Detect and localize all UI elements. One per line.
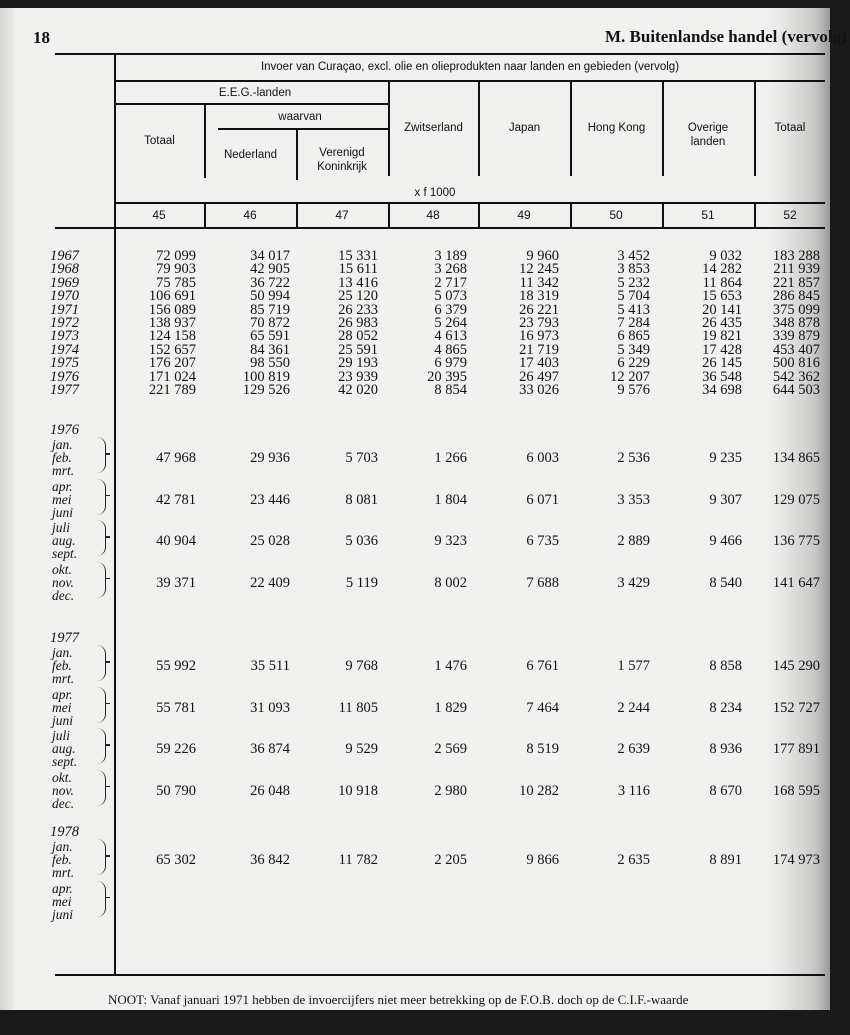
cell-value: 177 891 [772, 741, 820, 757]
cell-value: 8 858 [709, 658, 742, 674]
cell-value: 20 395 [427, 368, 467, 385]
cell-value: 145 290 [772, 658, 820, 674]
cell-value: 85 719 [250, 301, 290, 318]
cell-value: 25 028 [250, 533, 290, 549]
column-number: 52 [783, 208, 797, 222]
cell-value: 8 081 [345, 491, 378, 508]
cell-value: 55 992 [156, 658, 196, 674]
cell-value: 5 349 [617, 341, 650, 358]
cell-value: 5 704 [617, 288, 650, 305]
cell-value: 5 119 [345, 574, 378, 591]
cell-value: 23 446 [250, 491, 290, 508]
month-label: jan. [52, 437, 73, 452]
cell-value: 65 591 [250, 328, 290, 345]
page-number: 18 [33, 28, 50, 47]
cell-value: 65 302 [156, 852, 196, 868]
col-divider [204, 103, 206, 178]
year-label: 1975 [50, 355, 79, 372]
cell-value: 3 853 [617, 261, 650, 278]
cell-value: 129 526 [242, 382, 290, 398]
cell-value: 7 284 [617, 315, 650, 331]
block-year-label: 1976 [50, 422, 79, 438]
cell-value: 5 264 [434, 315, 467, 331]
cell-value: 134 865 [772, 450, 820, 466]
cell-value: 6 071 [526, 491, 559, 508]
cell-value: 2 635 [617, 852, 650, 868]
cell-value: 25 591 [338, 341, 378, 358]
month-label: dec. [52, 587, 75, 603]
cell-value: 55 781 [156, 699, 196, 716]
month-label: nov. [52, 574, 74, 590]
block-year-label: 1977 [50, 630, 79, 646]
cell-value: 17 428 [702, 341, 742, 358]
cell-value: 3 452 [617, 248, 650, 264]
cell-value: 171 024 [148, 368, 196, 385]
colnum-divider [478, 202, 480, 227]
cell-value: 20 141 [702, 301, 742, 318]
cell-value: 8 936 [709, 741, 742, 757]
cell-value: 1 266 [434, 450, 467, 466]
month-label: mei [52, 491, 72, 507]
eeg-underline [115, 103, 388, 105]
year-label: 1974 [50, 341, 79, 358]
colnum-divider [754, 202, 756, 227]
month-label: sept. [52, 754, 78, 769]
cell-value: 9 960 [526, 248, 559, 264]
quarter-brace [97, 479, 106, 515]
cell-value: 152 657 [148, 341, 196, 358]
cell-value: 50 790 [156, 782, 196, 799]
cell-value: 50 994 [250, 288, 290, 305]
quarter-brace [97, 770, 106, 806]
cell-value: 2 536 [617, 450, 650, 466]
table-top-rule [55, 53, 825, 55]
cell-value: 2 639 [617, 741, 650, 757]
cell-value: 6 003 [526, 450, 559, 466]
year-label: 1968 [50, 261, 79, 278]
cell-value: 29 193 [338, 355, 378, 372]
colnum-divider [662, 202, 664, 227]
month-label: juli [52, 520, 71, 535]
month-label: aug. [52, 741, 76, 756]
month-label: nov. [52, 782, 74, 798]
column-number: 49 [517, 208, 531, 222]
block-year-label: 1978 [50, 824, 79, 840]
column-number: 45 [152, 208, 166, 222]
cell-value: 644 503 [772, 382, 820, 398]
cell-value: 59 226 [156, 741, 196, 757]
month-label: jan. [52, 839, 73, 854]
cell-value: 26 145 [702, 355, 742, 372]
year-label: 1972 [50, 315, 79, 331]
cell-value: 348 878 [772, 315, 820, 331]
cell-value: 36 842 [250, 852, 290, 868]
month-label: juni [52, 504, 74, 520]
colnum-divider [204, 202, 206, 227]
cell-value: 2 717 [434, 274, 467, 291]
cell-value: 8 854 [434, 382, 467, 398]
year-label: 1970 [50, 288, 79, 305]
cell-value: 2 205 [434, 852, 467, 868]
cell-value: 8 234 [709, 699, 742, 716]
cell-value: 26 048 [250, 782, 290, 799]
cell-value: 12 207 [610, 368, 650, 385]
cell-value: 542 362 [772, 368, 820, 385]
month-label: jan. [52, 645, 73, 660]
quarter-brace [97, 562, 106, 598]
cell-value: 8 002 [434, 574, 467, 591]
month-label: mei [52, 893, 72, 909]
running-head: M. Buitenlandse handel (vervolg) [605, 27, 847, 46]
cell-value: 8 670 [709, 782, 742, 799]
cell-value: 36 874 [250, 741, 290, 757]
cell-value: 3 429 [617, 574, 650, 591]
cell-value: 9 235 [709, 450, 742, 466]
cell-value: 141 647 [772, 574, 820, 591]
cell-value: 286 845 [772, 288, 820, 305]
cell-value: 453 407 [772, 341, 820, 358]
cell-value: 42 781 [156, 491, 196, 508]
cell-value: 6 979 [434, 355, 467, 372]
colnum-divider [570, 202, 572, 227]
cell-value: 6 761 [526, 658, 559, 674]
cell-value: 11 782 [338, 852, 378, 868]
cell-value: 70 872 [250, 315, 290, 331]
month-label: juli [52, 728, 71, 743]
header-nederland: Nederland [223, 149, 278, 161]
cell-value: 6 379 [434, 301, 467, 318]
cell-value: 26 233 [338, 301, 378, 318]
cell-value: 11 805 [338, 699, 378, 716]
cell-value: 8 891 [709, 852, 742, 868]
cell-value: 15 331 [338, 248, 378, 264]
cell-value: 8 540 [709, 574, 742, 591]
column-number: 47 [335, 208, 349, 222]
cell-value: 100 819 [242, 368, 290, 385]
month-label: mei [52, 699, 72, 715]
cell-value: 5 232 [617, 274, 650, 291]
cell-value: 339 879 [772, 328, 820, 345]
cell-value: 156 089 [148, 301, 196, 318]
cell-value: 9 032 [709, 248, 742, 264]
year-label: 1976 [50, 368, 79, 385]
cell-value: 375 099 [772, 301, 820, 318]
cell-value: 17 403 [519, 355, 559, 372]
header-bottom-rule [55, 227, 825, 229]
colnum-divider [296, 202, 298, 227]
cell-value: 5 413 [617, 301, 650, 318]
cell-value: 26 983 [338, 315, 378, 331]
year-label: 1971 [50, 301, 79, 318]
cell-value: 34 017 [250, 248, 290, 264]
cell-value: 47 968 [156, 450, 196, 466]
month-label: juni [52, 712, 74, 728]
unit-label: x f 1000 [414, 187, 456, 199]
cell-value: 2 569 [434, 741, 467, 757]
cell-value: 183 288 [772, 248, 820, 264]
month-label: feb. [52, 852, 72, 867]
month-label: feb. [52, 450, 72, 465]
cell-value: 3 268 [434, 261, 467, 278]
cell-value: 129 075 [772, 491, 820, 508]
waarvan-underline [218, 128, 388, 130]
header-verenigd-koninkrijk: Verenigd Koninkrijk [317, 147, 367, 173]
cell-value: 1 577 [617, 658, 650, 674]
cell-value: 9 866 [526, 852, 559, 868]
title-underline [115, 80, 825, 82]
cell-value: 15 611 [338, 261, 378, 278]
colnum-divider [388, 202, 390, 227]
cell-value: 40 904 [156, 533, 196, 549]
cell-value: 26 221 [519, 301, 559, 318]
month-label: dec. [52, 795, 75, 811]
cell-value: 42 905 [250, 261, 290, 278]
cell-value: 72 099 [156, 248, 196, 264]
quarter-brace [97, 881, 106, 917]
month-label: mrt. [52, 671, 75, 686]
cell-value: 9 529 [345, 741, 378, 757]
cell-value: 28 052 [338, 328, 378, 345]
cell-value: 31 093 [250, 699, 290, 716]
cell-value: 18 319 [519, 288, 559, 305]
cell-value: 174 973 [772, 852, 820, 868]
cell-value: 26 435 [702, 315, 742, 331]
cell-value: 23 793 [519, 315, 559, 331]
cell-value: 21 719 [519, 341, 559, 358]
cell-value: 136 775 [772, 533, 820, 549]
cell-value: 23 939 [338, 368, 378, 385]
cell-value: 7 688 [526, 574, 559, 591]
cell-value: 14 282 [702, 261, 742, 278]
cell-value: 3 116 [617, 782, 650, 799]
cell-value: 4 613 [434, 328, 467, 345]
month-label: sept. [52, 546, 78, 561]
header-japan: Japan [508, 122, 541, 134]
month-label: mrt. [52, 463, 75, 478]
cell-value: 10 918 [338, 782, 378, 799]
cell-value: 5 073 [434, 288, 467, 305]
month-label: feb. [52, 658, 72, 673]
stub-divider [114, 53, 116, 974]
cell-value: 19 821 [702, 328, 742, 345]
cell-value: 10 282 [519, 782, 559, 799]
cell-value: 2 980 [434, 782, 467, 799]
colnum-top-rule [115, 202, 825, 204]
cell-value: 9 576 [617, 382, 650, 398]
cell-value: 6 229 [617, 355, 650, 372]
cell-value: 9 466 [709, 533, 742, 549]
table-title: Invoer van Curaçao, excl. olie en olieprodukten naar landen en gebieden (vervolg) [260, 61, 680, 73]
quarter-brace [97, 687, 106, 723]
year-label: 1977 [50, 382, 79, 398]
header-zwitserland: Zwitserland [404, 122, 463, 134]
cell-value: 4 865 [434, 341, 467, 358]
header-totaal-eeg: Totaal [144, 135, 175, 147]
cell-value: 176 207 [148, 355, 196, 372]
cell-value: 1 829 [434, 699, 467, 716]
cell-value: 2 244 [617, 699, 650, 716]
cell-value: 9 768 [345, 658, 378, 674]
cell-value: 33 026 [519, 382, 559, 398]
cell-value: 1 476 [434, 658, 467, 674]
cell-value: 11 864 [702, 274, 742, 291]
year-label: 1973 [50, 328, 79, 345]
cell-value: 6 865 [617, 328, 650, 345]
cell-value: 25 120 [338, 288, 378, 305]
col-divider [662, 80, 664, 176]
cell-value: 16 973 [519, 328, 559, 345]
page-edge [0, 8, 14, 1010]
table-bottom-rule [55, 974, 825, 976]
cell-value: 500 816 [772, 355, 820, 372]
year-label: 1969 [50, 274, 79, 291]
cell-value: 8 519 [526, 741, 559, 757]
cell-value: 221 789 [148, 382, 196, 398]
column-number: 48 [426, 208, 440, 222]
cell-value: 29 936 [250, 450, 290, 466]
cell-value: 98 550 [250, 355, 290, 372]
cell-value: 2 889 [617, 533, 650, 549]
quarter-brace [97, 645, 106, 681]
cell-value: 15 653 [702, 288, 742, 305]
month-label: okt. [52, 769, 72, 785]
column-number: 51 [701, 208, 715, 222]
cell-value: 11 342 [519, 274, 559, 291]
cell-value: 5 036 [345, 533, 378, 549]
column-number: 46 [243, 208, 257, 222]
cell-value: 42 020 [338, 382, 378, 398]
quarter-brace [97, 728, 106, 764]
cell-value: 12 245 [519, 261, 559, 278]
cell-value: 36 722 [250, 274, 290, 291]
year-label: 1967 [50, 248, 79, 264]
month-label: aug. [52, 533, 76, 548]
cell-value: 3 353 [617, 491, 650, 508]
header-waarvan: waarvan [278, 111, 322, 123]
cell-value: 5 703 [345, 450, 378, 466]
header-totaal: Totaal [774, 122, 806, 134]
col-divider [296, 128, 298, 180]
quarter-brace [97, 437, 106, 473]
cell-value: 6 735 [526, 533, 559, 549]
cell-value: 34 698 [702, 382, 742, 398]
cell-value: 36 548 [702, 368, 742, 385]
cell-value: 22 409 [250, 574, 290, 591]
month-label: apr. [52, 478, 73, 494]
cell-value: 106 691 [148, 288, 196, 305]
month-label: apr. [52, 880, 73, 896]
cell-value: 9 307 [709, 491, 742, 508]
cell-value: 84 361 [250, 341, 290, 358]
cell-value: 211 939 [773, 261, 820, 278]
cell-value: 124 158 [148, 328, 196, 345]
header-hong-kong: Hong Kong [587, 122, 646, 134]
cell-value: 26 497 [519, 368, 559, 385]
cell-value: 35 511 [250, 658, 290, 674]
cell-value: 9 323 [434, 533, 467, 549]
cell-value: 3 189 [434, 248, 467, 264]
cell-value: 152 727 [772, 699, 820, 716]
header-overige-landen: Overige landen [687, 122, 729, 148]
cell-value: 75 785 [156, 274, 196, 291]
footnote: NOOT: Vanaf januari 1971 hebben de invoercijfers niet meer betrekking op de F.O.B. doch op de C.I.F.-waarde [108, 992, 689, 1007]
cell-value: 1 804 [434, 491, 467, 508]
cell-value: 79 903 [156, 261, 196, 278]
cell-value: 7 464 [526, 699, 559, 716]
quarter-brace [97, 520, 106, 556]
cell-value: 39 371 [156, 574, 196, 591]
month-label: okt. [52, 561, 72, 577]
cell-value: 168 595 [772, 782, 820, 799]
cell-value: 13 416 [338, 274, 378, 291]
month-label: juni [52, 906, 74, 922]
cell-value: 138 937 [148, 315, 196, 331]
cell-value: 221 857 [772, 274, 820, 291]
header-eeg-landen: E.E.G.-landen [218, 87, 292, 99]
column-number: 50 [609, 208, 623, 222]
quarter-brace [97, 839, 106, 875]
month-label: mrt. [52, 865, 75, 880]
month-label: apr. [52, 686, 73, 702]
